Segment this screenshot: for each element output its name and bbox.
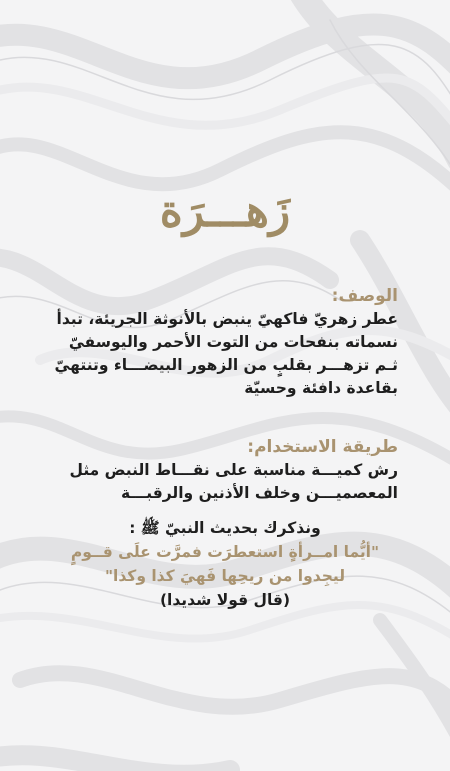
description-line: عطر زهريّ فاكهيّ ينبض بالأنوثة الجريئة، تبدأ xyxy=(56,310,398,328)
usage-heading: طريقة الاستخدام: xyxy=(247,437,398,457)
description-text xyxy=(38,308,398,400)
hadith-note: (قال قولا شديدا) xyxy=(159,591,291,609)
usage-line: المعصميـــن وخلف الأذنين والرقبـــة xyxy=(121,484,398,502)
description-section xyxy=(38,286,398,400)
hadith-line: "أيُّما امــرأةٍ استعطرَت فمرَّت علَى قــومٍ xyxy=(70,543,380,561)
hadith-intro: ونذكرك بحديث النبيّ ﷺ : xyxy=(129,519,321,537)
hadith-line: ليجِدوا من ريحِها فَهيَ كذا وكذا" xyxy=(104,567,346,585)
description-line: بقاعدة دافئة وحسيّة xyxy=(244,379,398,397)
usage-section xyxy=(38,437,398,505)
hadith-text xyxy=(40,540,410,588)
usage-text xyxy=(38,459,398,505)
usage-line: رش كميـــة مناسبة على نقـــاط النبض مثل xyxy=(69,461,398,479)
description-line: ثـم تزهـــر بقلبٍ من الزهور البيضـــاء وتنتهيّ xyxy=(54,356,398,374)
description-heading: الوصف: xyxy=(331,286,398,306)
product-title: زَهـــرَة xyxy=(159,186,291,237)
hadith-section xyxy=(40,517,410,612)
description-line: نسماته بنفحات من التوت الأحمر واليوسفيّ xyxy=(68,333,398,351)
